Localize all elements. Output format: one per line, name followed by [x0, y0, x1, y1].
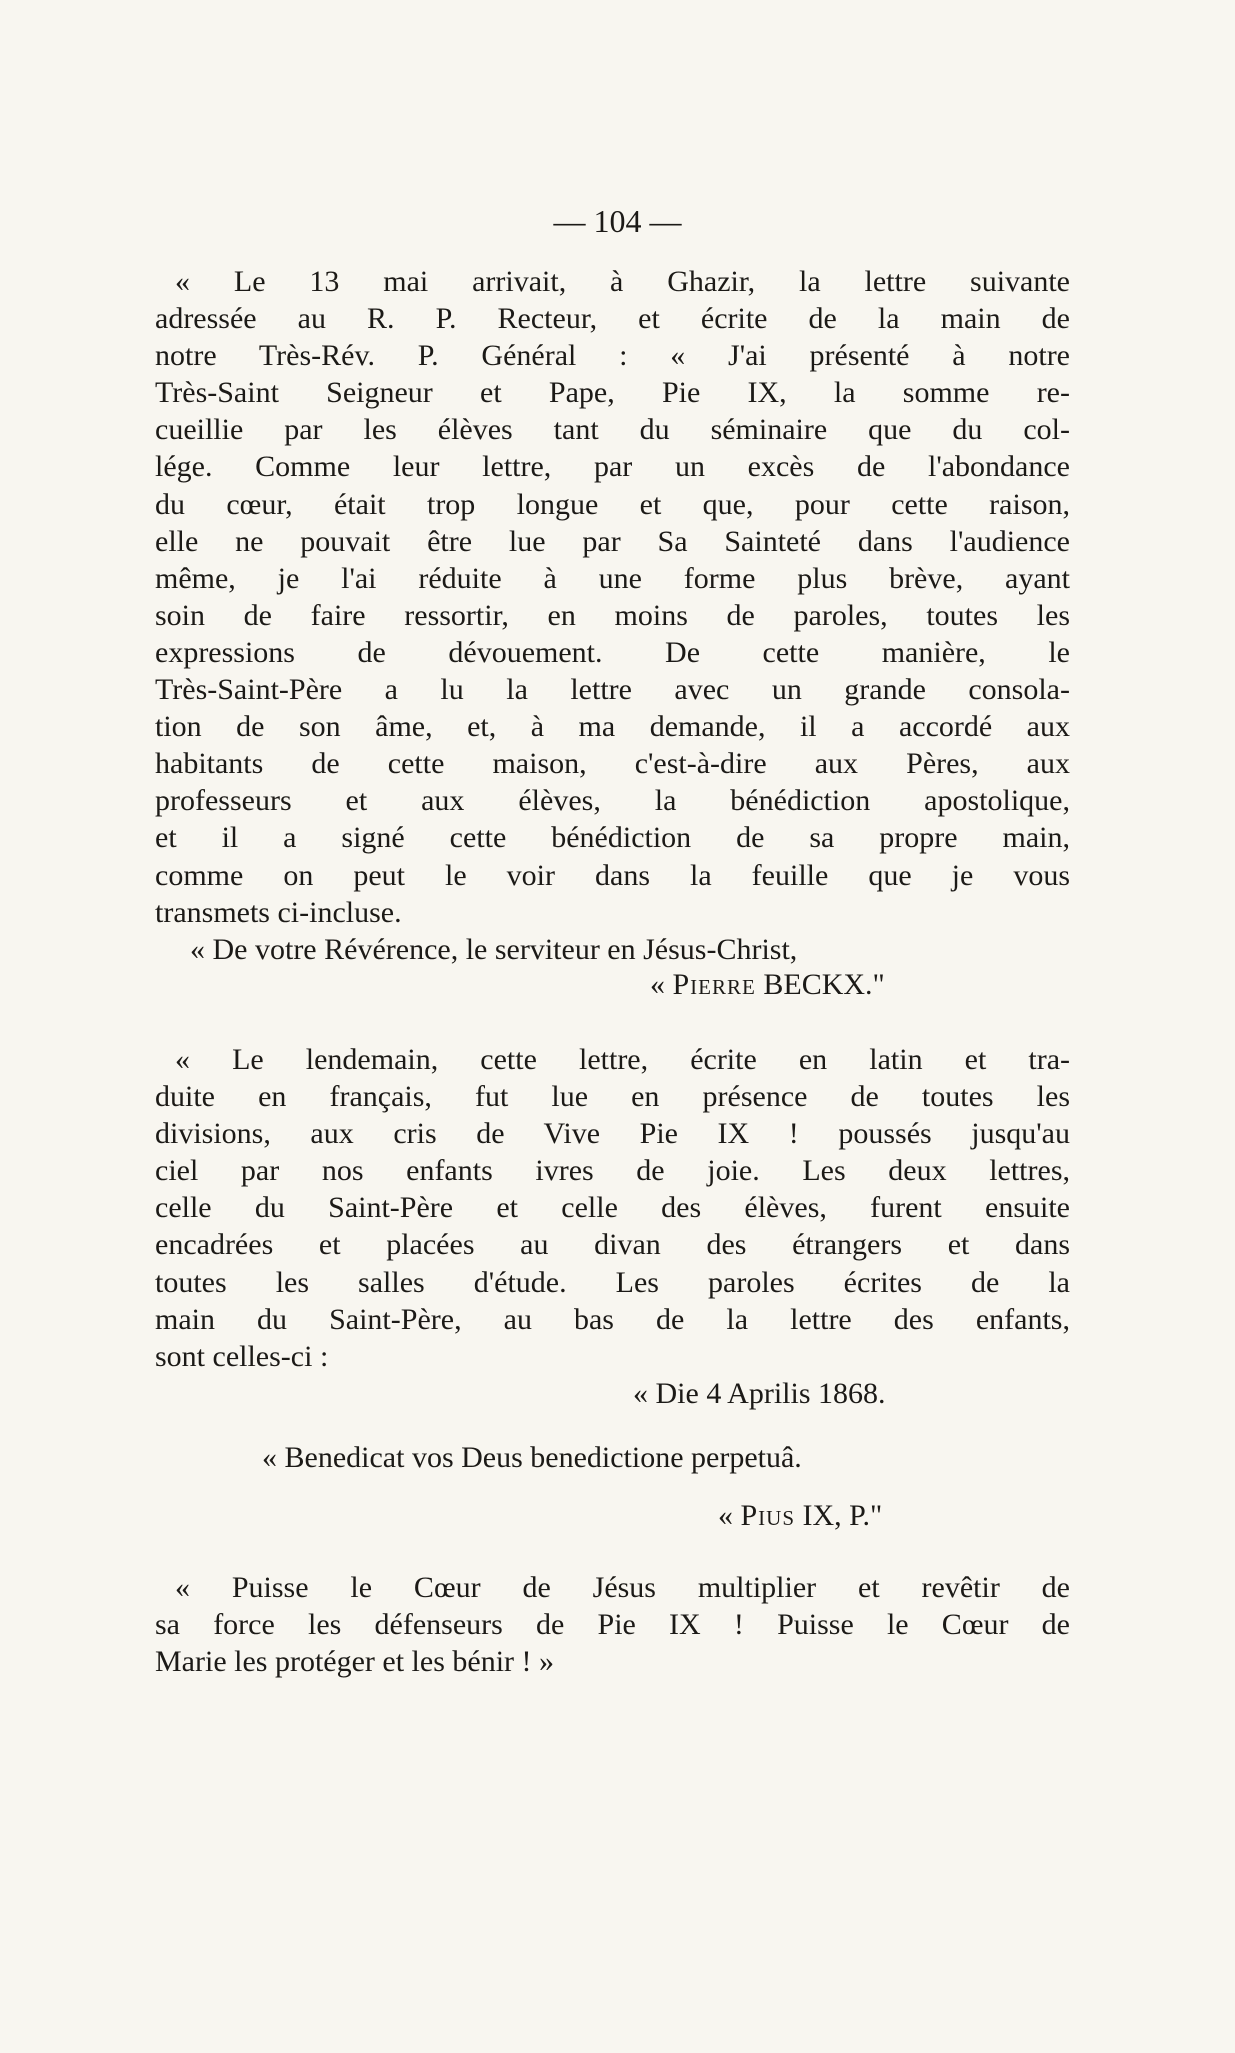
text-line: même, je l'ai réduite à une forme plus brève, ayant: [155, 561, 1070, 595]
text-line: « Le 13 mai arrivait, à Ghazir, la lettre suivante: [175, 265, 1070, 298]
text-line: Très-Saint-Père a lu la lettre avec un grande consola-: [155, 673, 1070, 707]
text-line: transmets ci-incluse.: [155, 895, 402, 929]
text-line: Marie les protéger et les bénir ! »: [155, 1645, 555, 1679]
closing-line: [190, 931, 1070, 968]
text-line: du cœur, était trop longue et que, pour cette raison,: [155, 487, 1070, 521]
text-line: Très-Saint Seigneur et Pape, Pie IX, la somme re-: [155, 376, 1070, 410]
text-line: encadrées et placées au divan des étrangers et dans: [155, 1228, 1070, 1262]
signature-beckx: « Pierre BECKX.": [650, 968, 885, 1001]
signature-last-name: BECKX.": [755, 968, 885, 1001]
narrative-paragraph: [155, 1041, 1070, 1375]
text-line: main du Saint-Père, au bas de la lettre des enfants,: [155, 1302, 1070, 1336]
signature-pius: « Pius IX, P.": [718, 1499, 883, 1532]
text-line: « Le lendemain, cette lettre, écrite en latin et tra-: [175, 1043, 1070, 1076]
text-line: expressions de dévouement. De cette manière, le: [155, 635, 1070, 669]
text-line: ciel par nos enfants ivres de joie. Les deux lettres,: [155, 1154, 1070, 1188]
text-line: comme on peut le voir dans la feuille que je vous: [155, 858, 1070, 892]
text-line: divisions, aux cris de Vive Pie IX ! poussés jusqu'au: [155, 1117, 1070, 1151]
text-line: elle ne pouvait être lue par Sa Sainteté dans l'audience: [155, 524, 1070, 558]
latin-date: « Die 4 Aprilis 1868.: [633, 1377, 886, 1410]
text-line: « Puisse le Cœur de Jésus multiplier et revêtir de: [175, 1571, 1070, 1604]
text-line: sont celles-ci :: [155, 1339, 329, 1373]
final-paragraph: [155, 1569, 1070, 1680]
text-line: professeurs et aux élèves, la bénédiction apostolique,: [155, 784, 1070, 818]
text-line: toutes les salles d'étude. Les paroles écrites de la: [155, 1265, 1070, 1299]
signature-first-name: Pierre: [672, 968, 756, 1001]
signature-pius-rest: IX, P.": [795, 1499, 883, 1532]
text-line: sa force les défenseurs de Pie IX ! Puisse le Cœur de: [155, 1608, 1070, 1642]
text-line: notre Très-Rév. P. Général : « J'ai présenté à notre: [155, 339, 1070, 373]
text-line: duite en français, fut lue en présence de toutes les: [155, 1080, 1070, 1114]
text-line: et il a signé cette bénédiction de sa propre main,: [155, 821, 1070, 855]
signature-pius-name: Pius: [740, 1499, 796, 1532]
text-line: habitants de cette maison, c'est-à-dire aux Pères, aux: [155, 747, 1070, 781]
closing-line-text: « De votre Révérence, le serviteur en Jésus-Christ,: [190, 933, 798, 966]
page-number: — 104 —: [553, 203, 682, 239]
text-line: adressée au R. P. Recteur, et écrite de la main de: [155, 302, 1070, 336]
letter-paragraph: [155, 263, 1070, 931]
text-line: lége. Comme leur lettre, par un excès de l'abondance: [155, 450, 1070, 484]
text-line: cueillie par les élèves tant du séminaire que du col-: [155, 413, 1070, 447]
text-line: celle du Saint-Père et celle des élèves, furent ensuite: [155, 1191, 1070, 1225]
text-line: tion de son âme, et, à ma demande, il a accordé aux: [155, 710, 1070, 744]
text-line: soin de faire ressortir, en moins de paroles, toutes les: [155, 598, 1070, 632]
latin-blessing: « Benedicat vos Deus benedictione perpetuâ.: [262, 1441, 802, 1474]
